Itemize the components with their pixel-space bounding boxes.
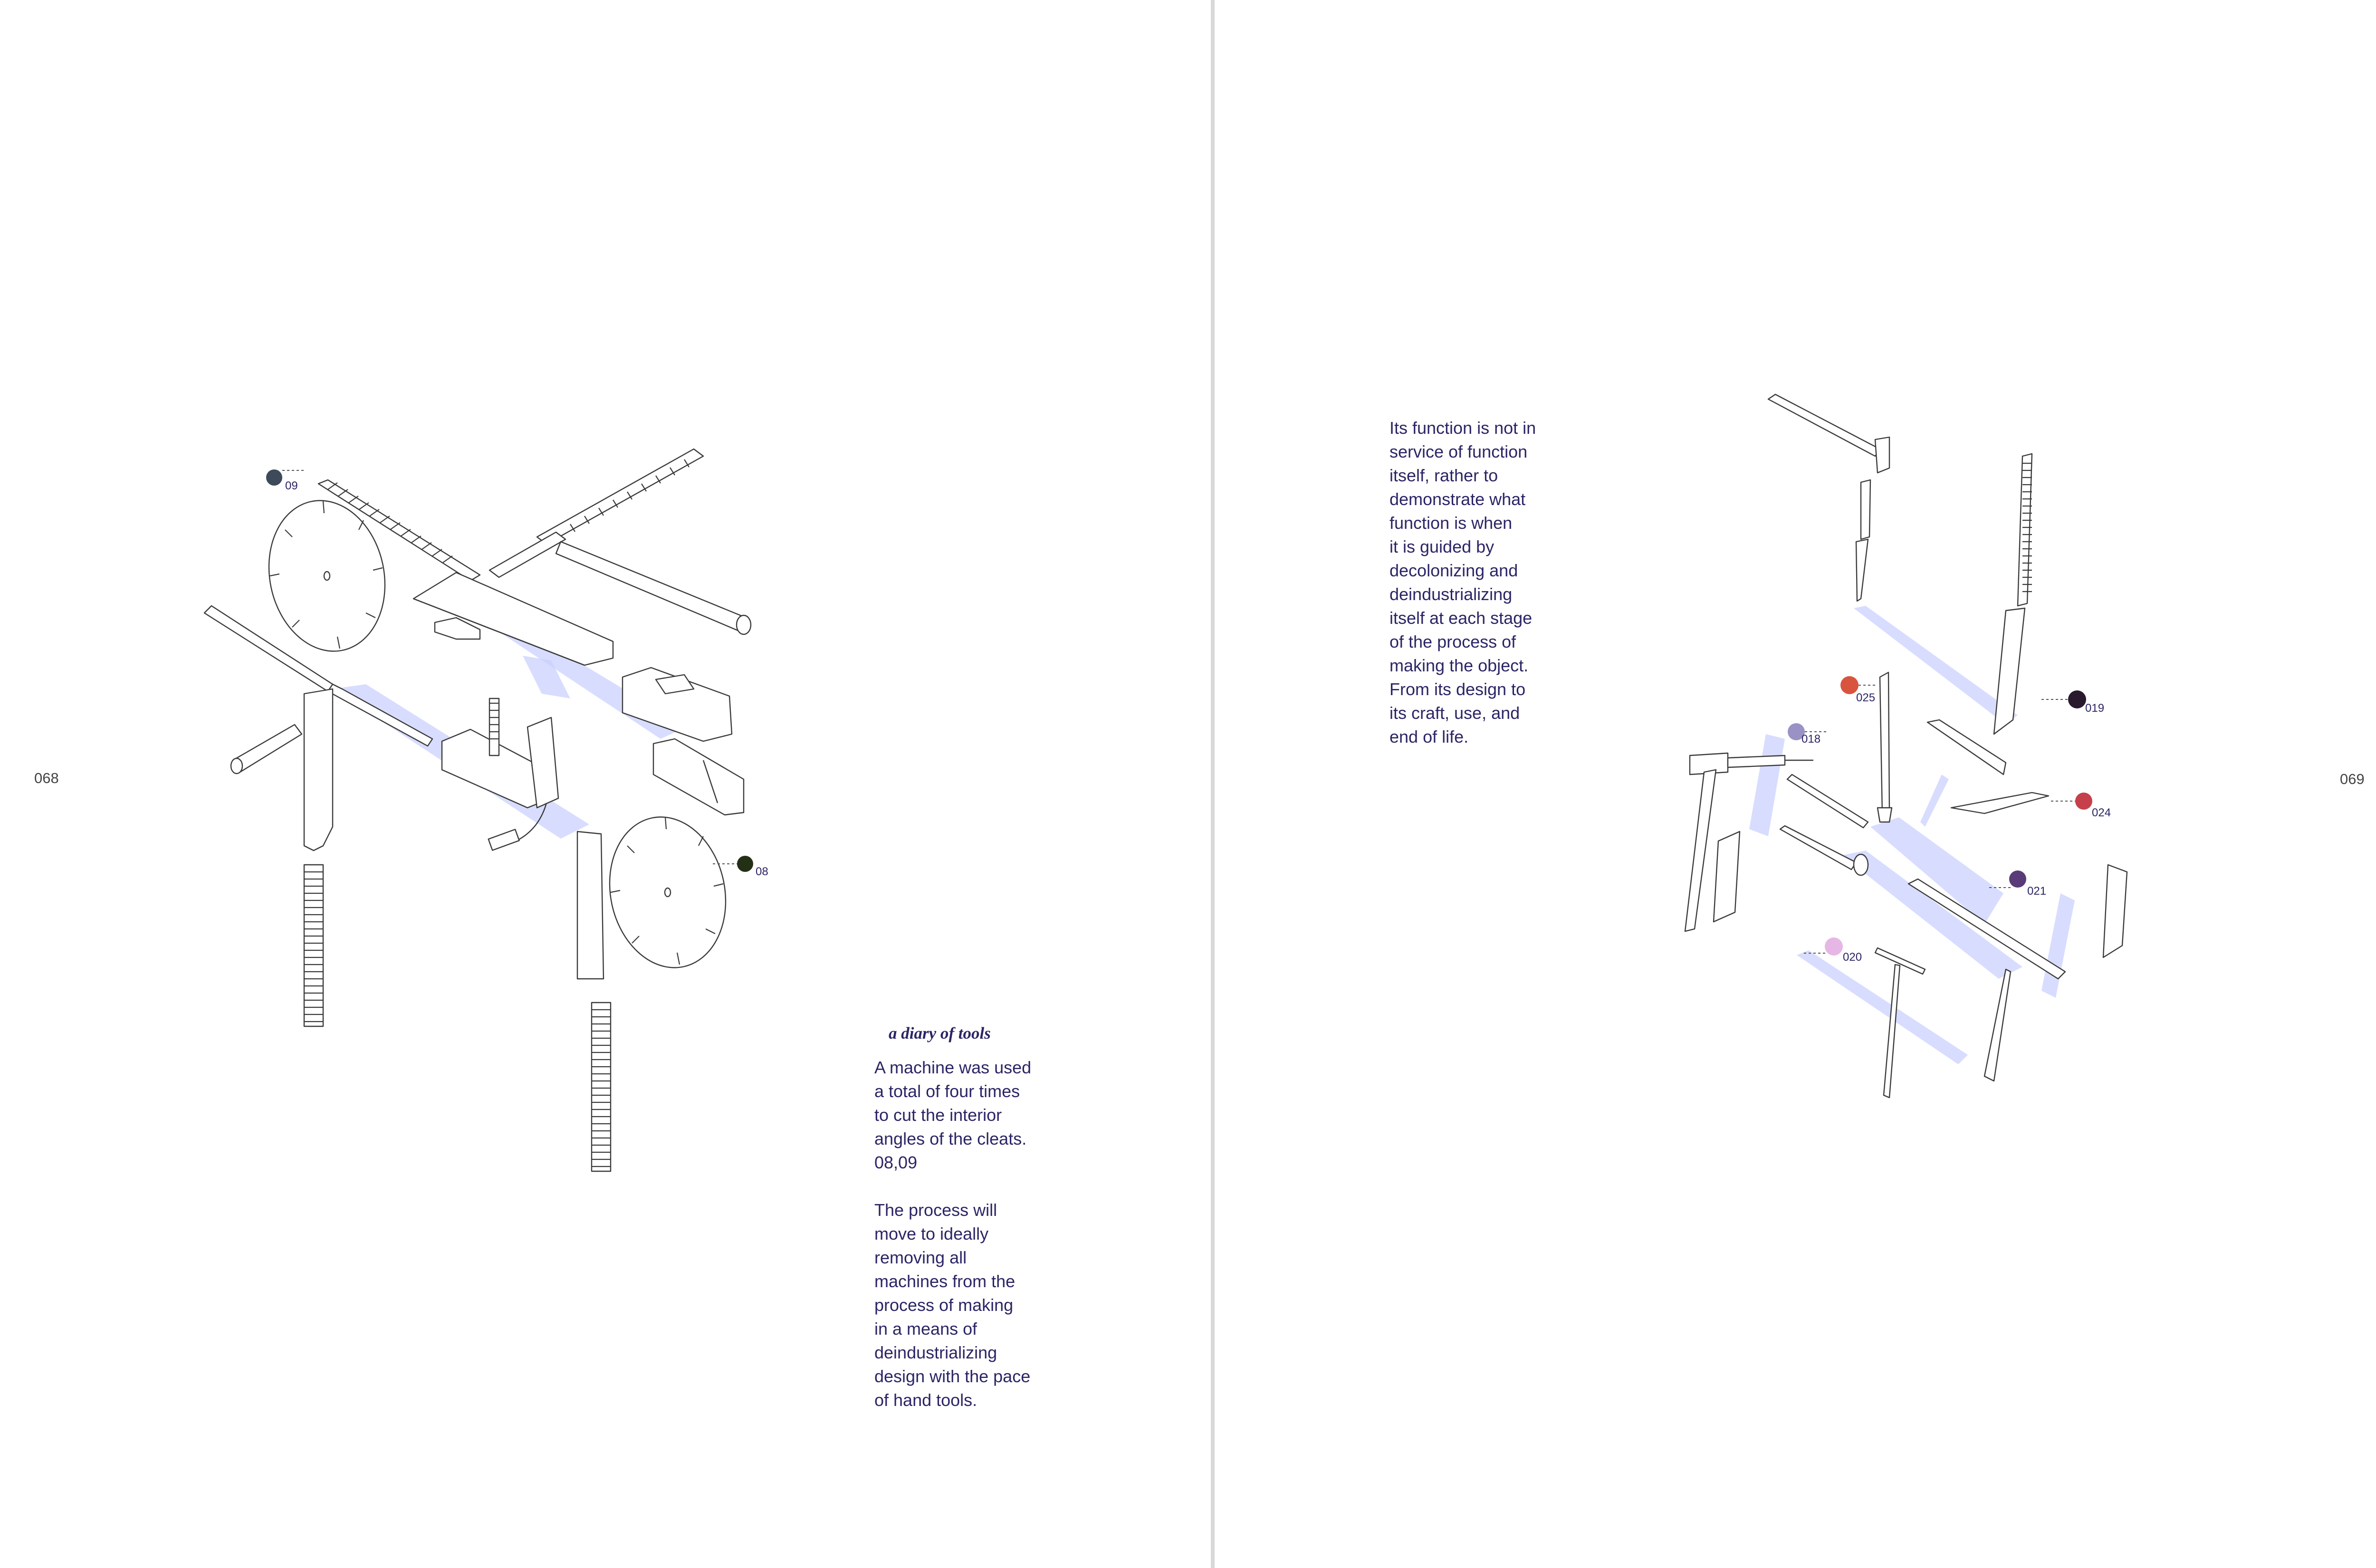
rasp-file-icon (1994, 454, 2032, 734)
marker-025 (1840, 676, 1878, 704)
marker-09 (266, 469, 305, 492)
paragraph-machine-use: A machine was used a total of four times to cut the interior angles of the cleats. 08,09 (874, 1058, 1032, 1172)
diary-title: a diary of tools (889, 1024, 991, 1042)
awl-icon (1984, 969, 2011, 1081)
marker-dot (2075, 793, 2092, 810)
paragraph-process: The process will move to ideally removing all machines from the process of making in a means of deindustrializing design with the pace of hand tools. (874, 1200, 1031, 1410)
marker-dot (737, 856, 753, 872)
marker-label: 09 (285, 479, 298, 492)
marker-019 (2041, 690, 2104, 715)
marker-label: 021 (2027, 885, 2047, 898)
marker-label: 019 (2085, 702, 2105, 715)
tools-illustration-right (1215, 0, 2376, 1568)
marker-018 (1788, 723, 1828, 746)
marker-024 (2051, 793, 2111, 819)
highlight-band (1797, 950, 1968, 1064)
rasp-file-icon (577, 832, 611, 1171)
right-page (1215, 0, 2376, 1568)
chisel-icon (1878, 672, 1892, 822)
hand-plane-icon (623, 668, 732, 741)
tool-handle-icon (231, 725, 302, 774)
marker-label: 024 (2092, 806, 2111, 819)
highlight-band (1920, 774, 1949, 827)
hammer-icon (1768, 394, 1889, 601)
highlight-band (1854, 606, 2018, 725)
highlight-band (1749, 734, 1785, 836)
rasp-file-icon (304, 689, 333, 1026)
gouge-icon (1780, 826, 1868, 875)
marker-label: 08 (756, 865, 768, 878)
bench-vise-icon (442, 698, 558, 850)
page-number-left: 068 (34, 770, 59, 786)
panel-saw-icon (413, 573, 613, 665)
marker-label: 018 (1801, 733, 1821, 746)
threaded-rod-icon (537, 449, 703, 544)
wood-block-icon (2103, 865, 2127, 957)
drill-bit-icon (1787, 774, 1868, 828)
circular-saw-blade-icon (596, 806, 739, 979)
marker-dot (2009, 870, 2026, 888)
marker-dot (266, 469, 282, 486)
book-gutter (1211, 0, 1215, 1568)
highlight-band (2041, 893, 2075, 998)
marker-dot (1825, 937, 1843, 956)
marker-dot (2068, 690, 2086, 708)
marking-knife-icon (1951, 793, 2049, 813)
paragraph-function: Its function is not in service of function itself, rather to demonstrate what function is when it is guided by decolonizing and deindustrializing itself at each stage of the process of making the object. From its design to its craft, use, and end of life. (1389, 418, 1536, 746)
wood-block-icon (1714, 832, 1740, 922)
page-number-right: 069 (2340, 771, 2365, 787)
marker-label: 025 (1856, 691, 1876, 704)
hand-plane-icon (653, 739, 744, 815)
marker-label: 020 (1843, 951, 1862, 964)
